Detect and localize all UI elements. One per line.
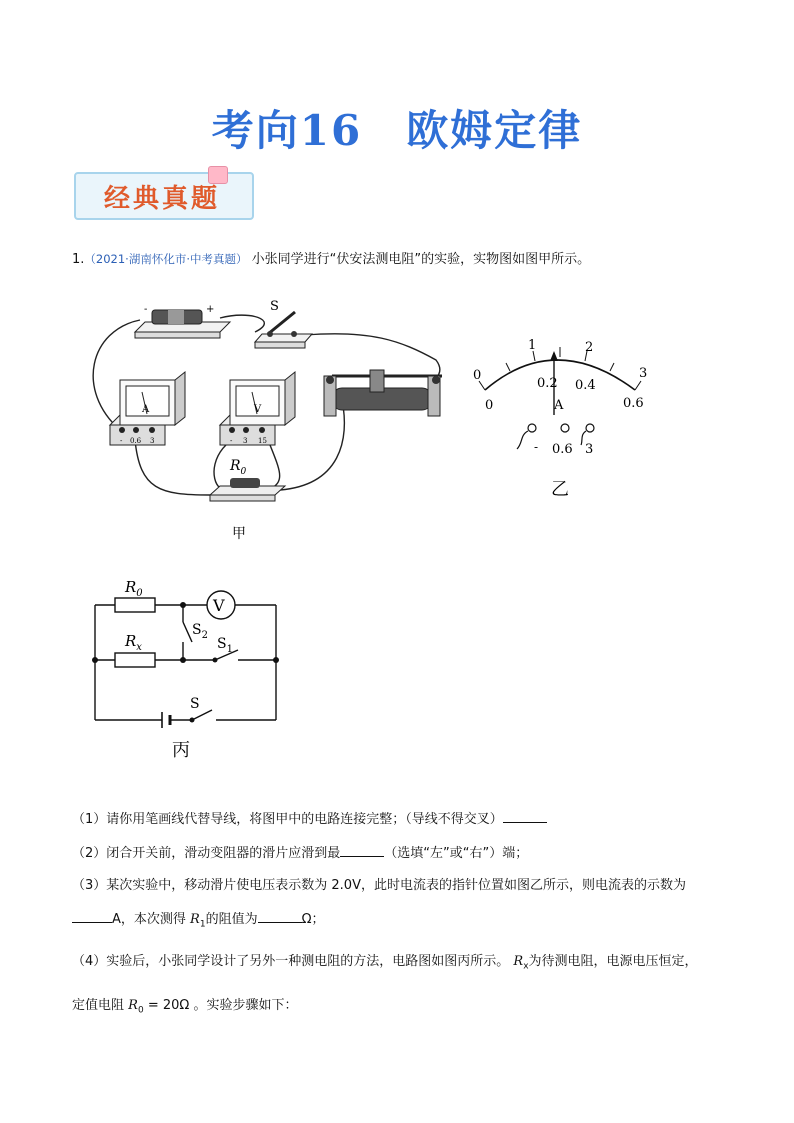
part-4-line-2	[72, 994, 297, 1016]
part-3-text-d: Ω；	[301, 912, 325, 927]
section-badge	[74, 166, 252, 220]
dial-terminal-3: 3	[585, 442, 594, 457]
part-1	[72, 808, 547, 827]
question-source: （2021·湖南怀化市·中考真题）	[84, 252, 248, 266]
dial-bottom-0-6: 0.6	[623, 396, 644, 411]
figure-jia-caption: 甲	[232, 526, 246, 542]
part-3-line-2	[72, 908, 325, 930]
bing-voltmeter-letter: V	[213, 596, 225, 615]
answer-blank-3b[interactable]	[258, 910, 302, 923]
part-2-text-b: （选填“左”或“右”）端；	[384, 846, 529, 861]
part-3-text-b: A，本次测得	[112, 912, 186, 927]
part-1-text: （1）请你用笔画线代替导线，将图甲中的电路连接完整；（导线不得交叉）	[72, 812, 503, 827]
part-4-var: R	[513, 954, 524, 969]
ammeter-letter: A	[142, 404, 150, 415]
part-3-text-c: 的阻值为	[205, 912, 258, 927]
svg-text:R0	[229, 458, 247, 477]
part-3-line-1	[72, 874, 686, 893]
svg-text:R0	[124, 578, 143, 599]
bing-r0-label: R	[125, 578, 137, 596]
wire-voltmeter-r0-right	[268, 440, 280, 488]
voltmeter-terminal-15: 15	[258, 437, 267, 445]
dial-terminal-0-6: 0.6	[552, 442, 573, 457]
dial-terminal-neg: -	[534, 440, 539, 454]
part-3-sub: 1	[199, 919, 206, 930]
switch-label: S	[270, 299, 279, 314]
dial-top-2: 2	[585, 340, 594, 355]
rheostat	[324, 370, 442, 416]
dial-bottom-0-2: 0.2	[537, 376, 558, 391]
r0-label: R	[230, 458, 241, 474]
bing-s2-sub: 2	[201, 630, 208, 641]
wire-ammeter-r0	[135, 440, 210, 495]
badge-label: 经典真题	[103, 184, 220, 214]
answer-blank-2[interactable]	[340, 844, 384, 857]
dial-top-1: 1	[528, 338, 537, 353]
svg-text:-: -	[144, 304, 148, 315]
bing-s-label: S	[190, 696, 200, 712]
bing-s2-label: S	[192, 622, 202, 638]
figure-bing-caption: 丙	[172, 740, 190, 761]
dial-unit-letter: A	[554, 398, 564, 413]
ammeter-terminal-0-6: 0.6	[130, 437, 142, 445]
knife-switch	[255, 299, 312, 348]
bing-rx-label: R	[125, 632, 137, 650]
part-2	[72, 842, 528, 861]
question-number: 1.	[72, 252, 85, 267]
part-4-text-a: （4）实验后，小张同学设计了另外一种测电阻的方法，电路图如图丙所示。	[72, 954, 510, 969]
answer-blank-3a[interactable]	[72, 910, 112, 923]
r0-box	[115, 598, 155, 612]
part-2-text-a: （2）闭合开关前，滑动变阻器的滑片应滑到最	[72, 846, 341, 861]
question-text: 小张同学进行“伏安法测电阻”的实验，实物图如图甲所示。	[251, 252, 591, 267]
voltmeter-terminal-3: 3	[243, 437, 248, 445]
part-3-var: R	[190, 912, 200, 927]
figure-jia-circuit	[80, 290, 460, 550]
dial-top-0: 0	[473, 368, 482, 383]
voltmeter-letter: V	[254, 404, 262, 415]
ammeter-terminal-neg: -	[120, 437, 123, 445]
bing-r0-sub: 0	[136, 588, 143, 599]
bing-rx-sub: x	[136, 642, 142, 653]
bing-s1-sub: 1	[226, 644, 233, 655]
part-4-line-1	[72, 950, 698, 972]
part-3-text-a: （3）某次实验中，移动滑片使电压表示数为 2.0V，此时电流表的指针位置如图乙所示，则电流表的示数为	[72, 878, 686, 893]
svg-text:+: +	[206, 304, 215, 315]
resistor-r0	[210, 458, 285, 501]
svg-text:S2	[192, 622, 208, 641]
part-4-text-b: 为待测电阻，电源电压恒定，	[528, 954, 698, 969]
rx-box	[115, 653, 155, 667]
figure-yi-dial	[465, 335, 665, 505]
voltmeter	[220, 372, 295, 445]
answer-blank-1[interactable]	[503, 810, 547, 823]
ammeter-terminal-3: 3	[150, 437, 155, 445]
ammeter	[110, 372, 185, 445]
dial-bottom-0: 0	[485, 398, 494, 413]
svg-text:S1	[217, 636, 233, 655]
battery-holder	[135, 304, 230, 338]
part-5-var: R	[128, 998, 138, 1013]
bing-s1-label: S	[217, 636, 227, 652]
voltmeter-terminal-neg: -	[230, 437, 233, 445]
question-1-stem	[72, 248, 590, 267]
part-4-sub: x	[523, 961, 529, 972]
part-5-text-b: = 20Ω 。实验步骤如下：	[143, 998, 298, 1013]
dial-bottom-0-4: 0.4	[575, 378, 596, 393]
figure-yi-caption: 乙	[551, 479, 569, 500]
part-5-sub: 0	[137, 1005, 144, 1016]
figure-bing-schematic	[80, 570, 290, 765]
r0-sub: 0	[240, 467, 247, 477]
part-5-text-a: 定值电阻	[72, 998, 125, 1013]
svg-text:Rx	[124, 632, 142, 653]
dial-top-3: 3	[639, 366, 648, 381]
page-title: 考向16 欧姆定律	[211, 106, 583, 155]
